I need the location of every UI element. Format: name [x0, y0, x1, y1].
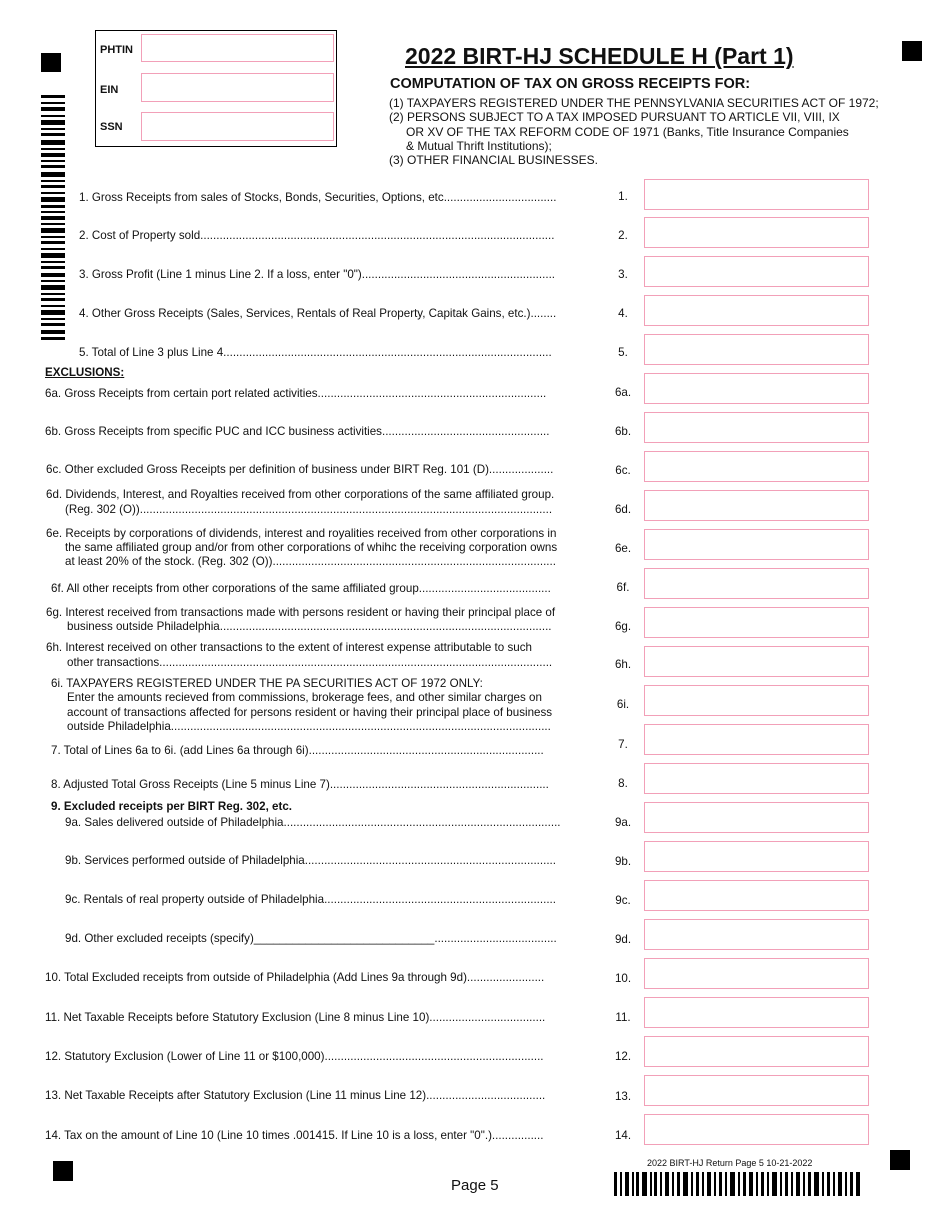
- line-9c-text: 9c. Rentals of real property outside of Philadelphia........................................................................: [65, 893, 557, 906]
- line-10-input[interactable]: [644, 962, 869, 989]
- line-6g-input[interactable]: [644, 611, 869, 638]
- line-9d-text: 9d. Other excluded receipts (specify)____________________________......................................: [65, 932, 557, 945]
- line-6h-text: 6h. Interest received on other transactions to the extent of interest expense attributable to such: [46, 641, 532, 654]
- line-9c-input[interactable]: [644, 884, 869, 911]
- line-6i-text-cont-3: outside Philadelphia......................................................................................................................: [67, 720, 551, 733]
- ein-input[interactable]: [141, 73, 334, 102]
- line-8-number: 8.: [618, 777, 628, 790]
- line-11-input[interactable]: [644, 1001, 869, 1028]
- line-5-text: 5. Total of Line 3 plus Line 4......................................................................................................: [79, 346, 552, 359]
- ein-label: EIN: [100, 84, 119, 96]
- horizontal-barcode: [614, 1172, 860, 1196]
- line-9c-number: 9c.: [615, 894, 631, 907]
- exclusions-heading: EXCLUSIONS:: [45, 366, 125, 379]
- line-6f-number: 6f.: [616, 581, 630, 594]
- line-6c-number: 6c.: [615, 464, 631, 477]
- line-6i-text-cont-1: Enter the amounts recieved from commissions, brokerage fees, and other similar charges on: [67, 691, 542, 704]
- line-6i-text-cont-2: account of transactions affected for persons resident or having their principal place of business: [67, 706, 553, 719]
- line-6h-text-cont: other transactions..........................................................................................................................: [67, 656, 553, 669]
- intro-text: [389, 96, 879, 167]
- line-6e-text-cont-1: the same affiliated group and/or from other corporations of whihc the receiving corporation owns: [65, 541, 558, 554]
- line-6g-text: 6g. Interest received from transactions made with persons resident or having their principal place of: [46, 606, 556, 619]
- line-9b-number: 9b.: [614, 855, 632, 868]
- line-4-input[interactable]: [644, 299, 869, 326]
- line-13-input[interactable]: [644, 1079, 869, 1106]
- line-14-input[interactable]: [644, 1118, 869, 1145]
- line-2-input[interactable]: [644, 221, 869, 248]
- line-9a-number: 9a.: [614, 816, 632, 829]
- line-6c-input[interactable]: [644, 455, 869, 482]
- line-6f-text: 6f. All other receipts from other corporations of the same affiliated group.........................................: [51, 582, 551, 595]
- phtin-label: PHTIN: [100, 44, 133, 56]
- line-13-text: 13. Net Taxable Receipts after Statutory Exclusion (Line 11 minus Line 12).....................................: [45, 1089, 546, 1102]
- line-6g-number: 6g.: [614, 620, 632, 633]
- page-subtitle: COMPUTATION OF TAX ON GROSS RECEIPTS FOR:: [390, 76, 751, 92]
- line-4-number: 4.: [618, 307, 628, 320]
- line-6g-text-cont: business outside Philadelphia.......................................................................................................: [67, 620, 552, 633]
- page-number: Page 5: [451, 1177, 499, 1194]
- line-11-number: 11.: [615, 1011, 631, 1024]
- line-5-number: 5.: [618, 346, 628, 359]
- form-version-note: 2022 BIRT-HJ Return Page 5 10-21-2022: [647, 1158, 813, 1168]
- registration-mark-top-left: [41, 53, 61, 72]
- line-9d-input[interactable]: [644, 923, 869, 950]
- line-2-number: 2.: [618, 229, 628, 242]
- line-6a-number: 6a.: [614, 386, 632, 399]
- line-6d-text: 6d. Dividends, Interest, and Royalties received from other corporations of the same affiliated group.: [46, 488, 555, 501]
- line-10-text: 10. Total Excluded receipts from outside of Philadelphia (Add Lines 9a through 9d)........................: [45, 971, 545, 984]
- line-14-number: 14.: [614, 1129, 632, 1142]
- taxpayer-id-box: [95, 30, 337, 147]
- line-6d-input[interactable]: [644, 494, 869, 521]
- line-7-text: 7. Total of Lines 6a to 6i. (add Lines 6a through 6i).........................................................................: [51, 744, 544, 757]
- line-8-input[interactable]: [644, 767, 869, 794]
- line-3-input[interactable]: [644, 260, 869, 287]
- line-6b-number: 6b.: [614, 425, 632, 438]
- line-14-text: 14. Tax on the amount of Line 10 (Line 10 times .001415. If Line 10 is a loss, enter "0".)................: [45, 1129, 544, 1142]
- line-9-heading: 9. Excluded receipts per BIRT Reg. 302, etc.: [51, 800, 292, 813]
- intro-line-5: (3) OTHER FINANCIAL BUSINESSES.: [389, 153, 598, 168]
- line-4-text: 4. Other Gross Receipts (Sales, Services, Rentals of Real Property, Capitak Gains, etc.)........: [79, 307, 557, 320]
- registration-mark-bottom-right: [890, 1150, 910, 1170]
- intro-line-3: OR XV OF THE TAX REFORM CODE OF 1971 (Banks, Title Insurance Companies: [406, 124, 849, 139]
- line-9b-input[interactable]: [644, 845, 869, 872]
- line-7-number: 7.: [618, 738, 628, 751]
- registration-mark-top-right: [902, 41, 922, 61]
- exclusions-label: EXCLUSIONS: [45, 366, 121, 379]
- line-6e-input[interactable]: [644, 533, 869, 560]
- line-8-text: 8. Adjusted Total Gross Receipts (Line 5 minus Line 7)....................................................................: [51, 778, 549, 791]
- line-13-number: 13.: [614, 1090, 632, 1103]
- page-title: 2022 BIRT-HJ SCHEDULE H (Part 1): [405, 43, 794, 69]
- line-11-text: 11. Net Taxable Receipts before Statutory Exclusion (Line 8 minus Line 10)....................................: [45, 1011, 546, 1024]
- line-6i-number: 6i.: [616, 698, 630, 711]
- line-9b-text: 9b. Services performed outside of Philadelphia..............................................................................: [65, 854, 556, 867]
- intro-line-2: (2) PERSONS SUBJECT TO A TAX IMPOSED PURSUANT TO ARTICLE VII, VIII, IX: [389, 110, 840, 125]
- line-6e-number: 6e.: [614, 542, 632, 555]
- line-12-text: 12. Statutory Exclusion (Lower of Line 11 or $100,000)....................................................................: [45, 1050, 544, 1063]
- line-6a-input[interactable]: [644, 377, 869, 404]
- line-6d-text-cont: (Reg. 302 (O))................................................................................................................................: [65, 503, 553, 516]
- line-1-input[interactable]: [644, 183, 869, 210]
- line-6h-number: 6h.: [614, 658, 632, 671]
- line-7-input[interactable]: [644, 728, 869, 755]
- line-5-input[interactable]: [644, 338, 869, 365]
- line-6c-text: 6c. Other excluded Gross Receipts per definition of business under BIRT Reg. 101 (D)....................: [46, 463, 554, 476]
- registration-mark-bottom-left: [53, 1161, 73, 1181]
- phtin-input[interactable]: [141, 34, 334, 62]
- line-6d-number: 6d.: [614, 503, 632, 516]
- line-9a-input[interactable]: [644, 806, 869, 833]
- vertical-barcode: [41, 95, 65, 340]
- line-6b-input[interactable]: [644, 416, 869, 443]
- line-6i-input[interactable]: [644, 689, 869, 716]
- line-1-number: 1.: [618, 190, 628, 203]
- line-6e-text-cont-2: at least 20% of the stock. (Reg. 302 (O))........................................................................................: [65, 555, 556, 568]
- line-3-text: 3. Gross Profit (Line 1 minus Line 2. If a loss, enter "0")............................................................: [79, 268, 556, 281]
- line-3-number: 3.: [618, 268, 628, 281]
- ssn-input[interactable]: [141, 112, 334, 141]
- line-6h-input[interactable]: [644, 650, 869, 677]
- line-6i-text: 6i. TAXPAYERS REGISTERED UNDER THE PA SECURITIES ACT OF 1972 ONLY:: [51, 677, 483, 690]
- line-6f-input[interactable]: [644, 572, 869, 599]
- intro-line-4: & Mutual Thrift Institutions);: [406, 138, 552, 153]
- line-6b-text: 6b. Gross Receipts from specific PUC and ICC business activities....................................................: [45, 425, 550, 438]
- line-1-text: 1. Gross Receipts from sales of Stocks, Bonds, Securities, Options, etc...................................: [79, 191, 557, 204]
- line-6e-text: 6e. Receipts by corporations of dividends, interest and royalities received from other corporations in: [46, 527, 557, 540]
- intro-line-1: (1) TAXPAYERS REGISTERED UNDER THE PENNSYLVANIA SECURITIES ACT OF 1972;: [389, 96, 879, 110]
- line-2-text: 2. Cost of Property sold..............................................................................................................: [79, 229, 555, 242]
- line-12-input[interactable]: [644, 1040, 869, 1067]
- line-6a-text: 6a. Gross Receipts from certain port related activities.......................................................................: [45, 387, 547, 400]
- ssn-label: SSN: [100, 121, 123, 133]
- line-10-number: 10.: [614, 972, 632, 985]
- line-9d-number: 9d.: [614, 933, 632, 946]
- line-12-number: 12.: [614, 1050, 632, 1063]
- line-9a-text: 9a. Sales delivered outside of Philadelphia......................................................................................: [65, 816, 561, 829]
